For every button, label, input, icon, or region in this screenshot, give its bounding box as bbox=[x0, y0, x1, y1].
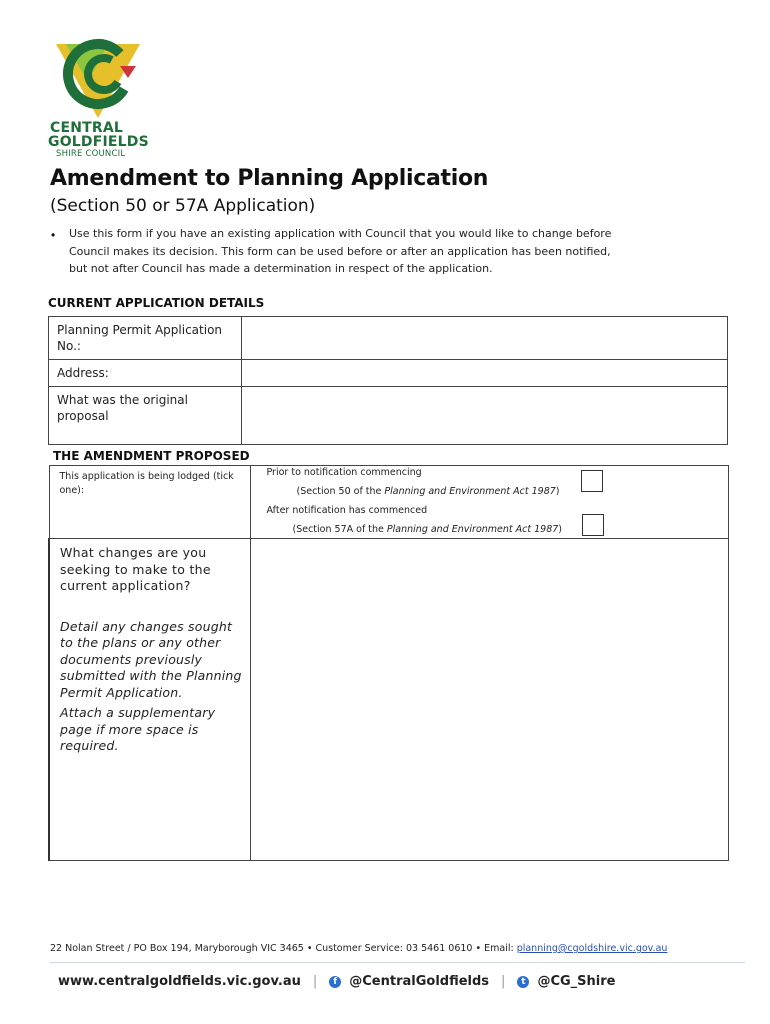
changes-detail: Detail any changes sought to the plans or any other documents previously submitted with the Planning Permit Application. bbox=[60, 618, 242, 700]
changes-question: What changes are you seeking to make to the current application? bbox=[60, 545, 211, 593]
bullet-point: • bbox=[51, 228, 56, 242]
changes-label-cell bbox=[49, 539, 250, 861]
footer-email-link[interactable]: planning@cgoldshire.vic.gov.au bbox=[516, 943, 668, 954]
intro-text: Use this form if you have an existing application with Council that you would like to change before Council makes its decision. This form can be used before or after an application has been notified, but not after Council has made a determination in respect of the application. bbox=[69, 227, 612, 275]
facebook-icon: f bbox=[329, 976, 341, 988]
footer-divider bbox=[50, 962, 745, 963]
lodged-label-cell bbox=[49, 466, 250, 539]
option-after-title: After notification has commenced bbox=[266, 505, 428, 516]
amendment-table bbox=[48, 465, 729, 861]
option-after-section: (Section 57A of the Planning and Environment Act 1987) bbox=[292, 524, 563, 535]
footer-separator: | bbox=[312, 974, 318, 989]
footer-contacts bbox=[58, 974, 615, 989]
footer-separator: | bbox=[501, 974, 506, 989]
permit-no-label-cell bbox=[49, 317, 242, 360]
permit-no-field[interactable] bbox=[242, 317, 728, 360]
changes-field[interactable] bbox=[250, 539, 729, 861]
option-after-checkbox[interactable] bbox=[582, 514, 604, 536]
page-subtitle: (Section 50 or 57A Application) bbox=[50, 196, 316, 216]
original-proposal-label: What was the original proposal bbox=[57, 393, 188, 423]
address-field[interactable] bbox=[242, 360, 728, 387]
address-label: Address: bbox=[57, 366, 109, 380]
logo-text-central: CENTRAL bbox=[50, 120, 124, 136]
table-row bbox=[49, 360, 728, 387]
logo-text-goldfields: GOLDFIELDS bbox=[48, 134, 149, 150]
table-row bbox=[49, 539, 729, 861]
table-row bbox=[49, 317, 728, 360]
footer-website[interactable]: www.centralgoldfields.vic.gov.au bbox=[58, 974, 301, 989]
current-details-heading: CURRENT APPLICATION DETAILS bbox=[48, 296, 265, 310]
option-prior-title: Prior to notification commencing bbox=[266, 467, 422, 478]
amendment-heading: THE AMENDMENT PROPOSED bbox=[53, 449, 250, 463]
footer-facebook[interactable]: @CentralGoldfields bbox=[349, 974, 490, 989]
current-details-table bbox=[48, 316, 728, 445]
option-prior-section: (Section 50 of the Planning and Environment Act 1987) bbox=[296, 486, 560, 497]
page-title: Amendment to Planning Application bbox=[50, 166, 489, 191]
address-label-cell bbox=[49, 360, 242, 387]
lodged-label: This application is being lodged (tick one): bbox=[59, 471, 234, 496]
option-prior-checkbox[interactable] bbox=[581, 470, 603, 492]
permit-no-label: Planning Permit Application No.: bbox=[57, 323, 223, 353]
table-row bbox=[49, 387, 728, 445]
council-logo bbox=[48, 38, 158, 160]
footer-twitter[interactable]: @CG_Shire bbox=[537, 974, 616, 989]
changes-attach-note: Attach a supplementary page if more space is required. bbox=[60, 705, 216, 753]
council-logo-mark bbox=[48, 38, 158, 120]
original-proposal-label-cell bbox=[49, 387, 242, 445]
twitter-icon: t bbox=[517, 976, 529, 988]
lodged-options-cell bbox=[250, 466, 729, 539]
logo-text-shire: SHIRE COUNCIL bbox=[56, 149, 126, 159]
original-proposal-field[interactable] bbox=[242, 387, 728, 445]
footer-address: 22 Nolan Street / PO Box 194, Maryborough VIC 3465 • Customer Service: 03 5461 0610 • Email: planning@cgoldshire.vic.gov.au bbox=[50, 943, 668, 954]
table-row bbox=[49, 466, 729, 539]
